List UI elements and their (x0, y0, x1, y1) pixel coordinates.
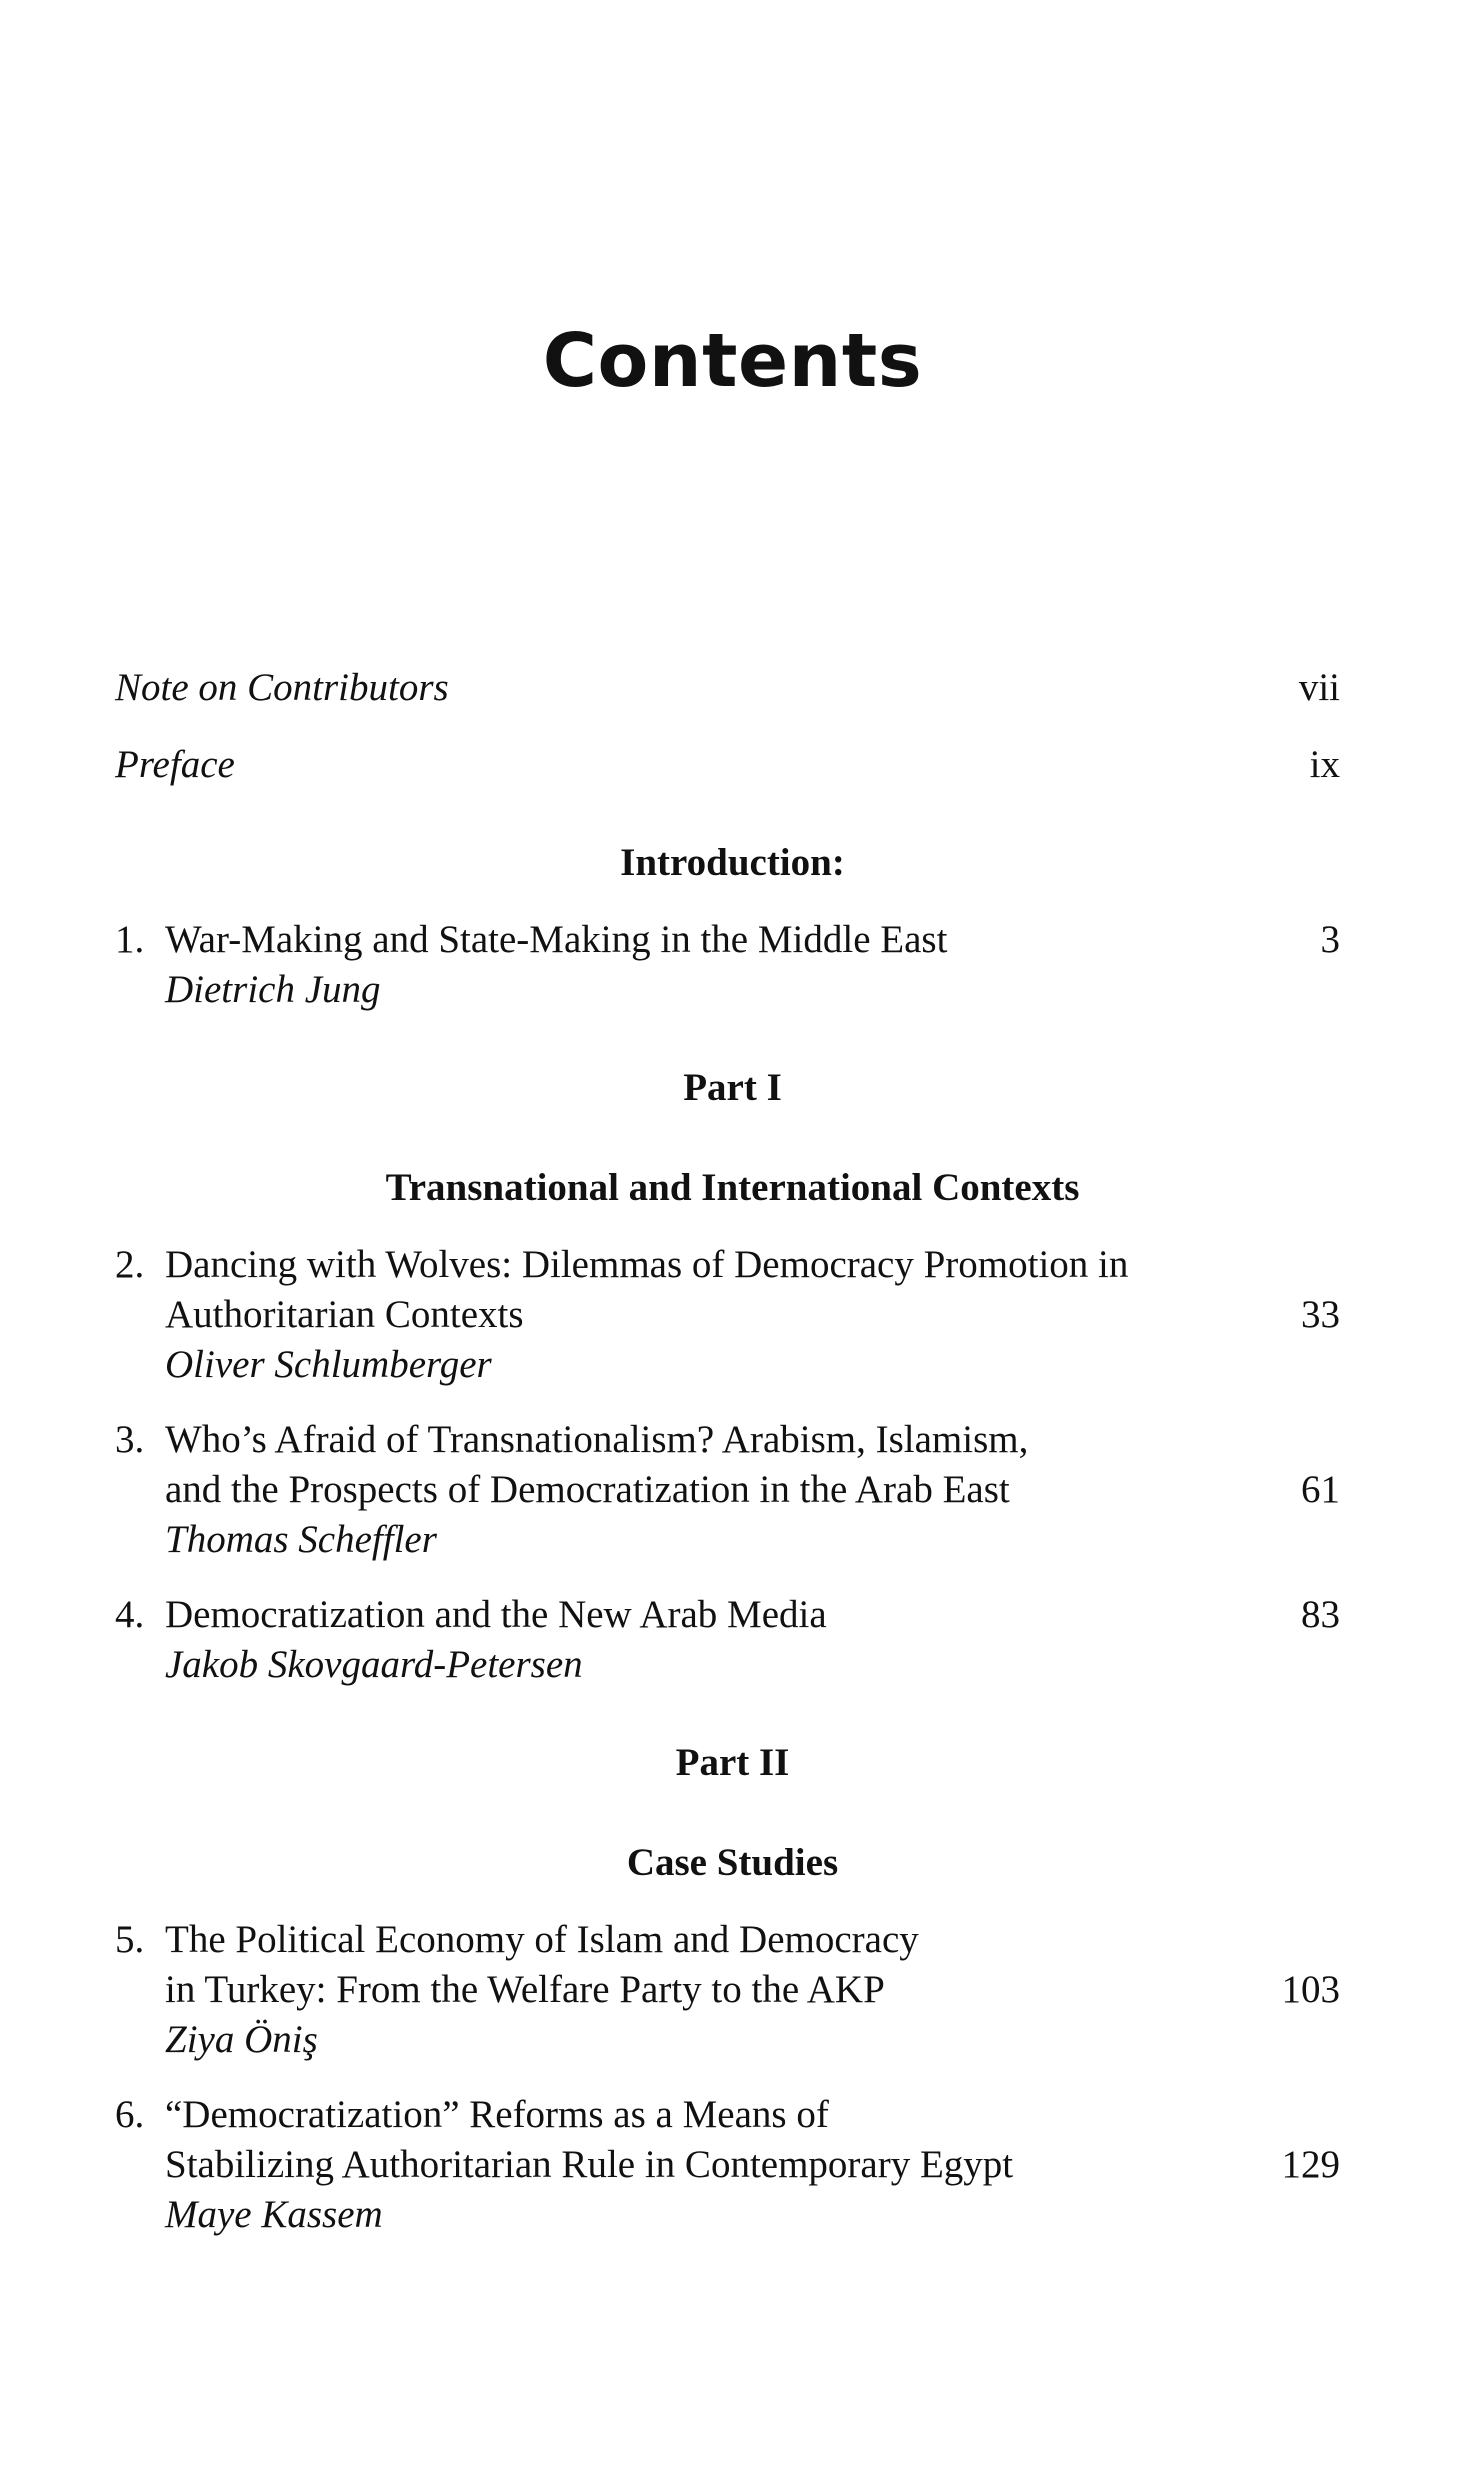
entry-title-line[interactable]: War-Making and State-Making in the Middle East (165, 918, 948, 961)
entry-number: 5. (115, 1918, 145, 1961)
section-heading-case-studies: Case Studies (626, 1841, 839, 1884)
entry-author: Jakob Skovgaard-Petersen (165, 1643, 583, 1686)
entry-number: 1. (115, 918, 145, 961)
entry-author: Thomas Scheffler (165, 1518, 437, 1561)
entry-title-line[interactable]: The Political Economy of Islam and Democracy (165, 1918, 919, 1961)
page-title: Contents (542, 318, 923, 404)
toc-page-number: 129 (1281, 2143, 1340, 2186)
entry-title-line[interactable]: and the Prospects of Democratization in the Arab East (165, 1468, 1010, 1511)
entry-title-line[interactable]: Stabilizing Authoritarian Rule in Contemporary Egypt (165, 2143, 1014, 2186)
toc-preface[interactable]: Preface (115, 743, 235, 786)
entry-title-line[interactable]: “Democratization” Reforms as a Means of (165, 2093, 829, 2136)
toc-page-number: 83 (1301, 1593, 1340, 1636)
toc-note-on-contributors[interactable]: Note on Contributors (115, 666, 449, 709)
toc-page-number: ix (1309, 743, 1340, 786)
section-heading-introduction: Introduction: (620, 841, 845, 884)
entry-title-line[interactable]: Dancing with Wolves: Dilemmas of Democracy Promotion in (165, 1243, 1129, 1286)
entry-title-line[interactable]: in Turkey: From the Welfare Party to the AKP (165, 1968, 885, 2011)
entry-number: 3. (115, 1418, 145, 1461)
entry-number: 6. (115, 2093, 145, 2136)
toc-page-number: vii (1298, 666, 1340, 709)
part-label: Part II (675, 1741, 790, 1784)
entry-author: Ziya Öniş (165, 2018, 318, 2061)
entry-author: Oliver Schlumberger (165, 1343, 492, 1386)
toc-page-number: 61 (1301, 1468, 1340, 1511)
entry-title-line[interactable]: Democratization and the New Arab Media (165, 1593, 827, 1636)
part-label: Part I (683, 1066, 782, 1109)
toc-page-number: 3 (1320, 918, 1340, 961)
entry-author: Maye Kassem (165, 2193, 383, 2236)
entry-title-line[interactable]: Who’s Afraid of Transnationalism? Arabism, Islamism, (165, 1418, 1029, 1461)
entry-title-line[interactable]: Authoritarian Contexts (165, 1293, 524, 1336)
entry-number: 2. (115, 1243, 145, 1286)
toc-page-number: 103 (1281, 1968, 1340, 2011)
toc-page-number: 33 (1301, 1293, 1340, 1336)
entry-author: Dietrich Jung (165, 968, 381, 1011)
section-heading-transnational: Transnational and International Contexts (385, 1166, 1080, 1209)
entry-number: 4. (115, 1593, 145, 1636)
